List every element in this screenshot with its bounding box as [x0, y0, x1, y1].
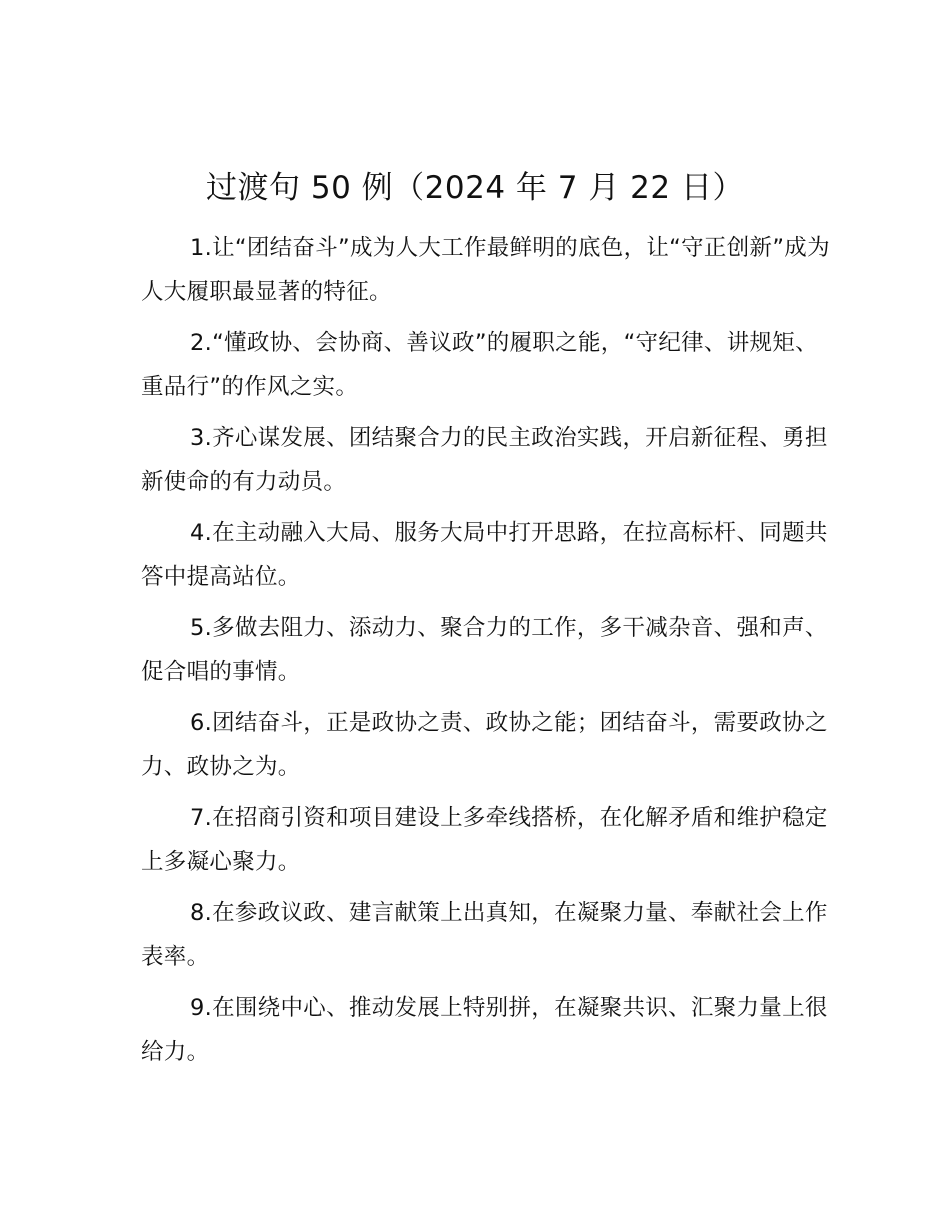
list-item: 4.在主动融入大局、服务大局中打开思路，在拉高标杆、同题共答中提高站位。: [141, 520, 828, 590]
list-item: 5.多做去阻力、添动力、聚合力的工作，多干减杂音、强和声、促合唱的事情。: [141, 615, 828, 685]
list-item: 8.在参政议政、建言献策上出真知，在凝聚力量、奉献社会上作表率。: [141, 900, 828, 970]
list-item: 7.在招商引资和项目建设上多牵线搭桥，在化解矛盾和维护稳定上多凝心聚力。: [141, 805, 828, 875]
transition-sentence-list: [141, 226, 831, 1081]
list-item: 3.齐心谋发展、团结聚合力的民主政治实践，开启新征程、勇担新使命的有力动员。: [141, 425, 828, 495]
list-item: 1.让“团结奋斗”成为人大工作最鲜明的底色，让“守正创新”成为人大履职最显著的特征。: [141, 235, 830, 305]
list-item: 2.“懂政协、会协商、善议政”的履职之能，“守纪律、讲规矩、重品行”的作风之实。: [141, 330, 818, 400]
list-item: 9.在围绕中心、推动发展上特别拼，在凝聚共识、汇聚力量上很给力。: [141, 995, 828, 1065]
list-item: 6.团结奋斗，正是政协之责、政协之能；团结奋斗，需要政协之力、政协之为。: [141, 710, 828, 780]
document-title: 过渡句 50 例（2024 年 7 月 22 日）: [206, 170, 744, 206]
